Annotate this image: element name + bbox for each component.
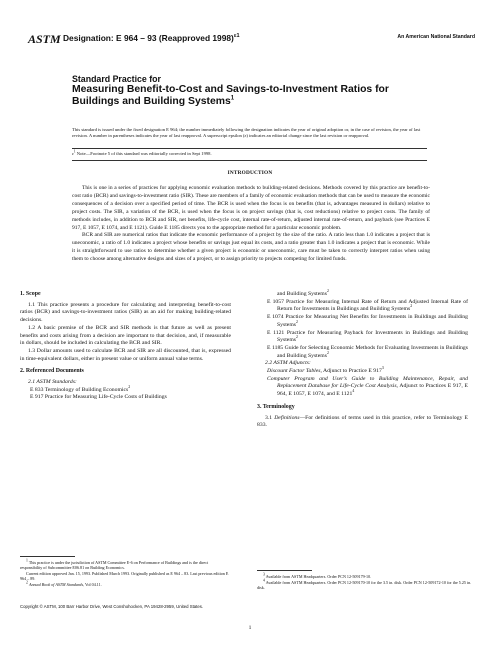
paragraph-2-1: 2.1 ASTM Standards: [28, 379, 77, 386]
footnote-1: $^1$ This practice is under the jurisdiction of ASTM Committee E-6 on Performance of Buildings and is the direct responsibility of Subcommittee E06.81 on Building Economics. [20, 558, 209, 571]
footnotes-left [20, 560, 231, 588]
issuance-statement: This standard is issued under the fixed designation E 964; the number immediately following the designation indicates the year of original adoption or, in the case of revision, the year of last revision. A number in parentheses indicates the year of last reapproval. A superscript epsilon (ε) indicates an editorial change since the last revision or reapproval. [72, 127, 421, 138]
reference-item: E 1121 Practice for Measuring Payback for Investments in Buildings and Building Systems$^2$ [267, 329, 468, 344]
paragraph-1-2: 1.2 A basic premise of the BCR and SIR methods is that future as well as present benefits and costs arising from a decision are important to that decision, and, if measurable in dollars, should be included in calculating the BCR and SIR. [20, 324, 231, 347]
page-number: 1 [248, 625, 252, 631]
svg-text:ASTM: ASTM [28, 32, 61, 46]
intro-paragraph-2: BCR and SIR are numerical ratios that indicate the economic performance of a project by the size of the ratio. A ratio less than 1.0 indicates a project that is uneconomic, a ratio of 1.0 indicates a project whose benefits or savings just equal its costs, and a ratio greater than 1.0 indicates a project that is economic. While it is straightforward to use ratios to determine whether a given project is economic or uneconomic, care must be taken to correctly interpret ratios when using them to choose among alternative designs and sizes of a project, or to assign priority to projects competing for limited funds. [72, 232, 430, 263]
title-line-1: Standard Practice for [72, 74, 161, 84]
paragraph-2-2: 2.2 ASTM Adjuncts: [265, 360, 311, 367]
footnote-1-approval: Current edition approved Jan. 15, 1993. Published March 1993. Originally published as E 964 – 83. Last previous edition E 964 – 89. [20, 571, 229, 582]
divider [72, 148, 427, 149]
copyright-notice: Copyright © ASTM, 100 Barr Harbor Drive, West Conshohocken, PA 19428-2959, United States. [20, 604, 204, 609]
page-header [27, 28, 475, 50]
reference-item: E 917 Practice for Measuring Life-Cycle Costs of Buildings [30, 394, 167, 401]
footnote-2: $^2$ Annual Book of ASTM Standards, Vol 04.11. [26, 580, 102, 587]
footnotes-right [257, 574, 477, 591]
divider [72, 160, 427, 161]
intro-paragraph-1: This is one in a series of practices for applying economic evaluation methods to building-related decisions. Methods covered by this practice are benefit-to-cost ratio (BCR) and savings-to-investment ratio (SIR). These are members of a family of economic evaluation methods that can be used to measure the economic consequences of a decision over a specified period of time. The BCR is used when the focus is on benefits (that is, advantages measured in dollars) relative to project costs. The SIR, a variation of the BCR, is used when the focus is on project savings (that is, cost reductions) relative to project costs. The family of methods includes, in addition to BCR and SIR, net benefits, life-cycle cost, internal rate-of-return, adjusted internal rate-of-return, and payback (see Practices E 917, E 1057, E 1074, and E 1121). Guide E 1185 directs you to the appropriate method for a particular economic problem. [72, 185, 430, 231]
designation: Designation: E 964 – 93 (Reapproved 1998)$^{\varepsilon 1}$ [63, 33, 240, 43]
footnote-rule [257, 570, 312, 571]
footnote-3: $^3$ Available from ASTM Headquarters. Order PCN 12-509179-10. [263, 572, 372, 579]
section-heading-referenced-documents: 2. Referenced Documents [20, 368, 84, 375]
left-column [20, 291, 231, 402]
footnote-rule [20, 556, 75, 557]
document-title [72, 74, 432, 107]
section-heading-terminology: 3. Terminology [257, 403, 295, 410]
right-column [257, 291, 468, 430]
paragraph-3-1: 3.1 Definitions—For definitions of terms used in this practice, refer to Terminology E 833. [257, 414, 468, 429]
adjunct-item: Computer Program and User’s Guide to Building Maintenance, Repair, and Replacement Database for Life-Cycle Cost Analysis, Adjunct to Practices E 917, E 964, E 1057, E 1074, and E 1121$^4$ [267, 375, 468, 398]
adjunct-item: Discount Factor Tables, Adjunct to Practice E $917^3$ [267, 366, 384, 375]
footnote-4: $^4$ Available from ASTM Headquarters. Order PCN 12-509170-10 for the 3.5 in. disk. Order PCN 12-509172-10 for the 5.25 in. disk. [257, 578, 472, 590]
paragraph-1-1: 1.1 This practice presents a procedure for calculating and interpreting benefit-to-cost ratios (BCR) and savings-to-investment ratios (SIR) as an aid for making building-related decisions. [20, 301, 231, 324]
american-national-standard-label: An American National Standard [397, 34, 475, 40]
reference-item: E 1057 Practice for Measuring Internal Rate of Return and Adjusted Internal Rate of Return for Investments in Buildings and Building Systems$^2$ [267, 298, 468, 313]
reference-item: E 1185 Guide for Selecting Economic Methods for Evaluating Investments in Buildings and Building Systems$^2$ [267, 344, 468, 359]
title-line-2: Measuring Benefit-to-Cost and Savings-to-Investment Ratios for Buildings and Building Systems$^1$ [72, 84, 389, 107]
introduction [72, 185, 430, 264]
introduction-heading: INTRODUCTION [227, 170, 273, 176]
section-heading-scope: 1. Scope [20, 291, 41, 297]
reference-item-continued: and Building Systems$^2$ [277, 289, 329, 297]
reference-item: E 1074 Practice for Measuring Net Benefits for Investments in Buildings and Building Systems$^2$ [267, 314, 468, 328]
astm-logo-icon [27, 29, 61, 47]
paragraph-1-3: 1.3 Dollar amounts used to calculate BCR and SIR are all discounted, that is, expressed in time-equivalent dollars, either in present value or uniform annual value terms. [20, 347, 231, 362]
reference-item: E 833 Terminology of Building Economics$^2$ [30, 384, 131, 393]
editorial-note: $\varepsilon^1$ Note—Footnote 5 of this standard was editorially corrected in Sept 1998. [72, 149, 212, 156]
